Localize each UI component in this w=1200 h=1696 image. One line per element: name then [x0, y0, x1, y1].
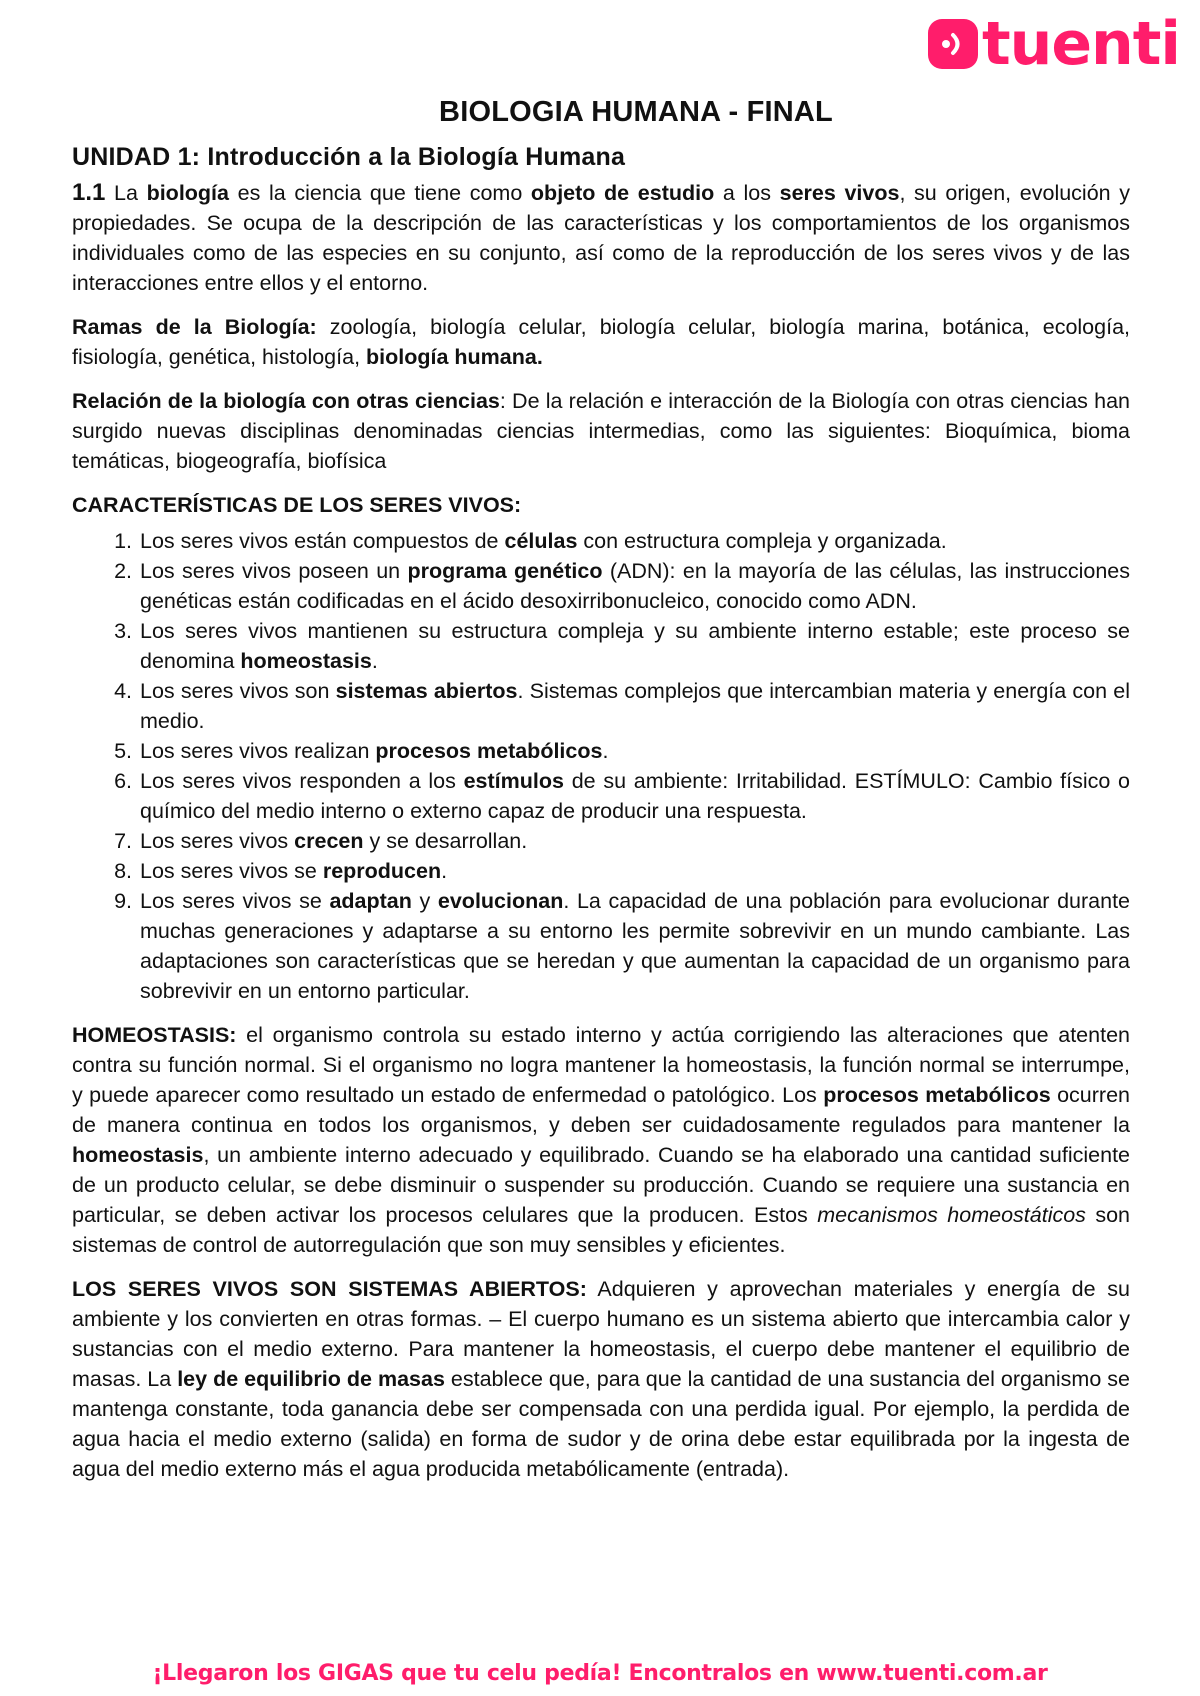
list-item: 7. Los seres vivos crecen y se desarrollan.: [138, 826, 1130, 856]
document-page: [72, 96, 1130, 1498]
list-item: 5. Los seres vivos realizan procesos metabólicos.: [138, 736, 1130, 766]
document-title: BIOLOGIA HUMANA - FINAL: [439, 96, 833, 128]
sistemas-abiertos-paragraph: LOS SERES VIVOS SON SISTEMAS ABIERTOS: Adquieren y aprovechan materiales y energía de su ambiente y los convierten en otras formas. – El cuerpo humano es un sistema abierto que intercambia calor y sustancias con el medio externo. Para mantener la homeostasis, el cuerpo debe mantener el equilibrio de masas. La ley de equilibrio de masas establece que, para que la cantidad de una sustancia del organismo se mantenga constante, toda ganancia debe ser compensada con una perdida igual. Por ejemplo, la perdida de agua hacia el medio externo (salida) en forma de sudor y de orina debe estar equilibrada por la ingesta de agua del medio externo más el agua producida metabólicamente (entrada).: [72, 1277, 1130, 1481]
caracteristicas-list: [72, 526, 1130, 1006]
homeostasis-label: HOMEOSTASIS:: [72, 1023, 237, 1047]
relacion-paragraph: Relación de la biología con otras ciencias: De la relación e interacción de la Biología con otras ciencias han surgido nuevas disciplinas denominadas ciencias intermedias, como las siguientes: Bioquímica, bioma temáticas, biogeografía, biofísica: [72, 389, 1131, 473]
ramas-paragraph: Ramas de la Biología: zoología, biología celular, biología celular, biología marina, botánica, ecología, fisiología, genética, histología, biología humana.: [72, 315, 1130, 369]
list-item: 1. Los seres vivos están compuestos de células con estructura compleja y organizada.: [138, 526, 1130, 556]
homeostasis-paragraph: HOMEOSTASIS: el organismo controla su estado interno y actúa corrigiendo las alteraciones que atenten contra su función normal. Si el organismo no logra mantener la homeostasis, la función normal se interrumpe, y puede aparecer como resultado un estado de enfermedad o patológico. Los procesos metabólicos ocurren de manera continua en todos los organismos, y deben ser cuidadosamente regulados para mantener la homeostasis, un ambiente interno adecuado y equilibrado. Cuando se ha elaborado una cantidad suficiente de un producto celular, se debe disminuir o suspender su producción. Cuando se requiere una sustancia en particular, se deben activar los procesos celulares que la producen. Estos mecanismos homeostáticos son sistemas de control de autorregulación que son muy sensibles y eficientes.: [72, 1023, 1130, 1257]
sistemas-abiertos-label: LOS SERES VIVOS SON SISTEMAS ABIERTOS:: [72, 1277, 587, 1301]
promo-footer-link[interactable]: ¡Llegaron los GIGAS que tu celu pedía! Encontralos en www.tuenti.com.ar: [152, 1661, 1048, 1686]
list-item: 8. Los seres vivos se reproducen.: [138, 856, 1130, 886]
tuenti-logo[interactable]: [928, 9, 1180, 79]
tuenti-logo-mark-icon: [928, 19, 978, 69]
list-item: 4. Los seres vivos son sistemas abiertos. Sistemas complejos que intercambian materia y energía con el medio.: [138, 676, 1130, 736]
unit-heading: UNIDAD 1: Introducción a la Biología Humana: [72, 143, 626, 171]
list-item: 3. Los seres vivos mantienen su estructura compleja y su ambiente interno estable; este proceso se denomina homeostasis.: [138, 616, 1130, 676]
caracteristicas-heading: CARACTERÍSTICAS DE LOS SERES VIVOS:: [72, 493, 522, 517]
list-item: 6. Los seres vivos responden a los estímulos de su ambiente: Irritabilidad. ESTÍMULO: Cambio físico o químico del medio interno o externo capaz de producir una respuesta.: [138, 766, 1130, 826]
intro-paragraph: 1.1 La biología es la ciencia que tiene como objeto de estudio a los seres vivos, su origen, evolución y propiedades. Se ocupa de la descripción de las características y los comportamientos de los organismos individuales como de las especies en su conjunto, así como de la reproducción de los seres vivos y de las interacciones entre ellos y el entorno.: [72, 179, 1131, 295]
section-number: 1.1: [72, 179, 106, 206]
list-item: 9. Los seres vivos se adaptan y evolucionan. La capacidad de una población para evolucionar durante muchas generaciones y adaptarse a su entorno les permite sobrevivir en un mundo cambiante. Las adaptaciones son características que se heredan y que aumentan la capacidad de un organismo para sobrevivir en un entorno particular.: [138, 886, 1130, 1006]
tuenti-logo-text: tuenti: [981, 9, 1180, 79]
ramas-label: Ramas de la Biología:: [72, 315, 317, 339]
list-item: 2. Los seres vivos poseen un programa genético (ADN): en la mayoría de las células, las instrucciones genéticas están codificadas en el ácido desoxirribonucleico, conocido como ADN.: [138, 556, 1130, 616]
relacion-label: Relación de la biología con otras ciencias: [72, 389, 500, 413]
